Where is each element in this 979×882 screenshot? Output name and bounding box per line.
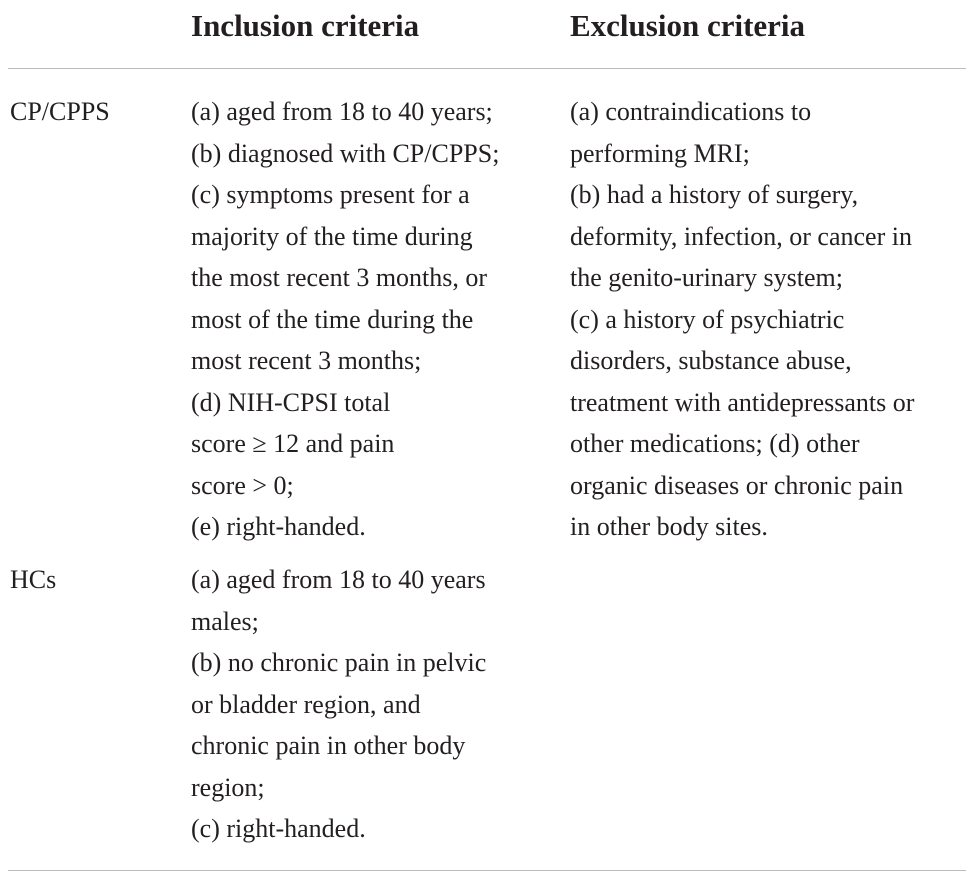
criteria-line: (a) aged from 18 to 40 years; bbox=[191, 97, 493, 126]
row-label-cp-cpps: CP/CPPS bbox=[10, 97, 110, 126]
exclusion-criteria-header: Exclusion criteria bbox=[570, 8, 806, 43]
criteria-line: (b) diagnosed with CP/CPPS; bbox=[191, 138, 500, 168]
criteria-line: (d) NIH-CPSI total bbox=[191, 387, 391, 417]
criteria-line: majority of the time during bbox=[191, 221, 473, 251]
criteria-line: (c) right-handed. bbox=[191, 814, 366, 843]
table-bottom-rule bbox=[8, 870, 966, 871]
criteria-line: in other body sites. bbox=[570, 512, 768, 541]
criteria-line: the most recent 3 months, or bbox=[191, 263, 488, 292]
criteria-line: (c) symptoms present for a bbox=[191, 180, 470, 209]
criteria-line: males; bbox=[191, 606, 259, 636]
criteria-line: (a) contraindications to bbox=[570, 97, 812, 126]
cp-cpps-exclusion-cell bbox=[570, 91, 970, 548]
cp-cpps-inclusion-cell bbox=[191, 91, 551, 548]
criteria-line: the genito-urinary system; bbox=[570, 263, 843, 292]
criteria-line: organic diseases or chronic pain bbox=[570, 470, 904, 500]
hcs-inclusion-cell bbox=[191, 559, 551, 850]
criteria-line: disorders, substance abuse, bbox=[570, 346, 852, 375]
criteria-line: (e) right-handed. bbox=[191, 512, 366, 541]
criteria-line: most recent 3 months; bbox=[191, 346, 422, 375]
criteria-line: deformity, infection, or cancer in bbox=[570, 221, 912, 251]
criteria-line: chronic pain in other body bbox=[191, 731, 466, 760]
criteria-line: region; bbox=[191, 772, 265, 802]
criteria-line: other medications; (d) other bbox=[570, 429, 860, 458]
criteria-line: score > 0; bbox=[191, 470, 294, 500]
criteria-line: (b) had a history of surgery, bbox=[570, 180, 859, 209]
inclusion-criteria-header: Inclusion criteria bbox=[191, 8, 420, 43]
row-label-hcs: HCs bbox=[10, 565, 57, 594]
criteria-line: performing MRI; bbox=[570, 138, 750, 168]
header-divider bbox=[8, 68, 966, 69]
criteria-line: treatment with antidepressants or bbox=[570, 387, 915, 417]
criteria-line: or bladder region, and bbox=[191, 689, 421, 719]
criteria-line: (b) no chronic pain in pelvic bbox=[191, 648, 487, 677]
criteria-line: (a) aged from 18 to 40 years bbox=[191, 565, 486, 594]
criteria-line: most of the time during the bbox=[191, 304, 474, 334]
criteria-line: score ≥ 12 and pain bbox=[191, 429, 395, 458]
criteria-line: (c) a history of psychiatric bbox=[570, 304, 845, 334]
